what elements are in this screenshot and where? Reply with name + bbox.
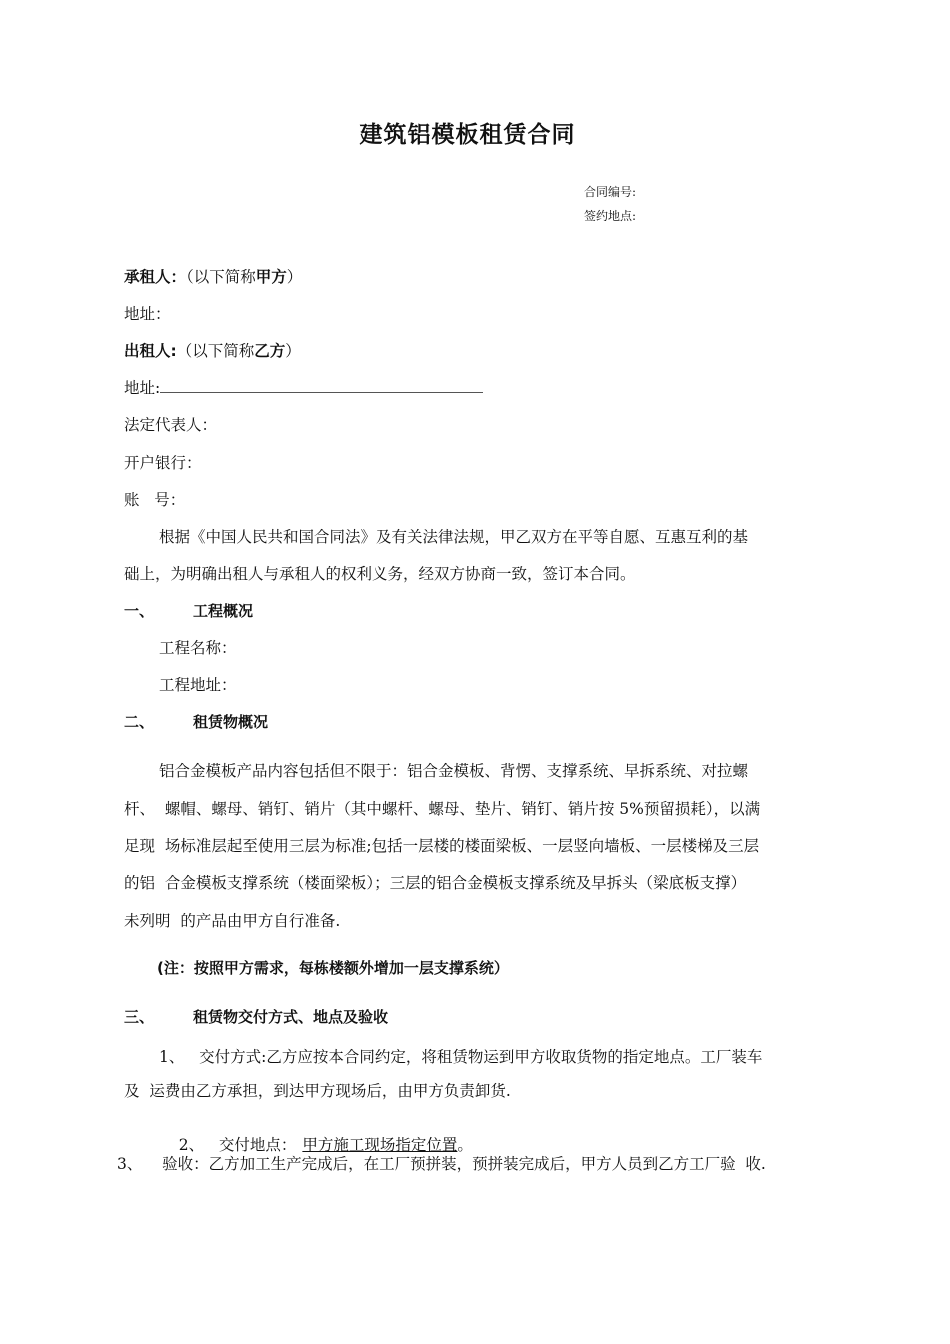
document-title: 建筑铝模板租赁合同 (359, 122, 576, 148)
contract-number-label: 合同编号: (584, 185, 637, 199)
intro-paragraph-line-2: 础上，为明确出租人与承租人的权利义务，经双方协商一致，签订本合同。 (124, 565, 636, 583)
section-2-heading: 二、 租赁物概况 (124, 713, 269, 731)
sign-place-label: 签约地点: (584, 209, 637, 223)
address-blank-line (160, 378, 483, 393)
section-1-heading: 一、 工程概况 (124, 602, 254, 620)
section-2-para-line-2: 杆、 螺帽、螺母、销钉、销片（其中螺杆、螺母、垫片、销钉、销片按 5%预留损耗），以满 (124, 800, 761, 818)
lessee-address: 地址： (124, 305, 171, 323)
lessee-label: 承租人： (124, 268, 187, 286)
delivery-place-value: 甲方施工现场指定位置 (302, 1136, 458, 1154)
delivery-method-line-2: 及 运费由乙方承担，到达甲方现场后，由甲方负责卸货. (124, 1082, 511, 1100)
delivery-method-line-1: 1、 交付方式:乙方应按本合同约定，将租赁物运到甲方收取货物的指定地点。工厂装车 (159, 1048, 763, 1066)
legal-representative: 法定代表人： (124, 416, 218, 434)
section-2-para-line-4: 的铝 合金模板支撑系统（楼面梁板）；三层的铝合金模板支撑系统及早拆头（梁底板支撑） (124, 874, 747, 892)
project-address: 工程地址： (159, 676, 237, 694)
delivery-place-line: 2、 交付地点： 甲方施工现场指定位置。 (178, 1136, 473, 1154)
section-2-para-line-5: 未列明 的产品由甲方自行准备. (124, 912, 341, 930)
acceptance-line: 3、 验收：乙方加工生产完成后，在工厂预拼装，预拼装完成后，甲方人员到乙方工厂验 收. (117, 1155, 766, 1173)
lessor-short-name: 乙方 (254, 342, 286, 360)
section-3-heading: 三、 租赁物交付方式、地点及验收 (124, 1008, 389, 1026)
lessor-address: 地址: (124, 376, 483, 398)
section-2-para-line-1: 铝合金模板产品内容包括但不限于：铝合金模板、背愣、支撑系统、早拆系统、对拉螺 (159, 762, 749, 780)
account-line: 账 号： (124, 491, 186, 509)
lessor-line: 出租人:（以下简称乙方） (124, 342, 301, 360)
lessee-short-name: 甲方 (255, 268, 287, 286)
section-2-para-line-3: 足现 场标准层起至使用三层为标准;包括一层楼的楼面梁板、一层竖向墙板、一层楼梯及三层 (124, 837, 760, 855)
lessor-label: 出租人: (124, 342, 177, 360)
project-name: 工程名称： (159, 639, 237, 657)
section-2-note: (注：按照甲方需求，每栋楼额外增加一层支撑系统） (157, 959, 509, 977)
bank-line: 开户银行： (124, 454, 202, 472)
intro-paragraph-line-1: 根据《中国人民共和国合同法》及有关法律法规，甲乙双方在平等自愿、互惠互利的基 (159, 528, 749, 546)
lessee-line: 承租人：（以下简称甲方） (124, 268, 303, 286)
